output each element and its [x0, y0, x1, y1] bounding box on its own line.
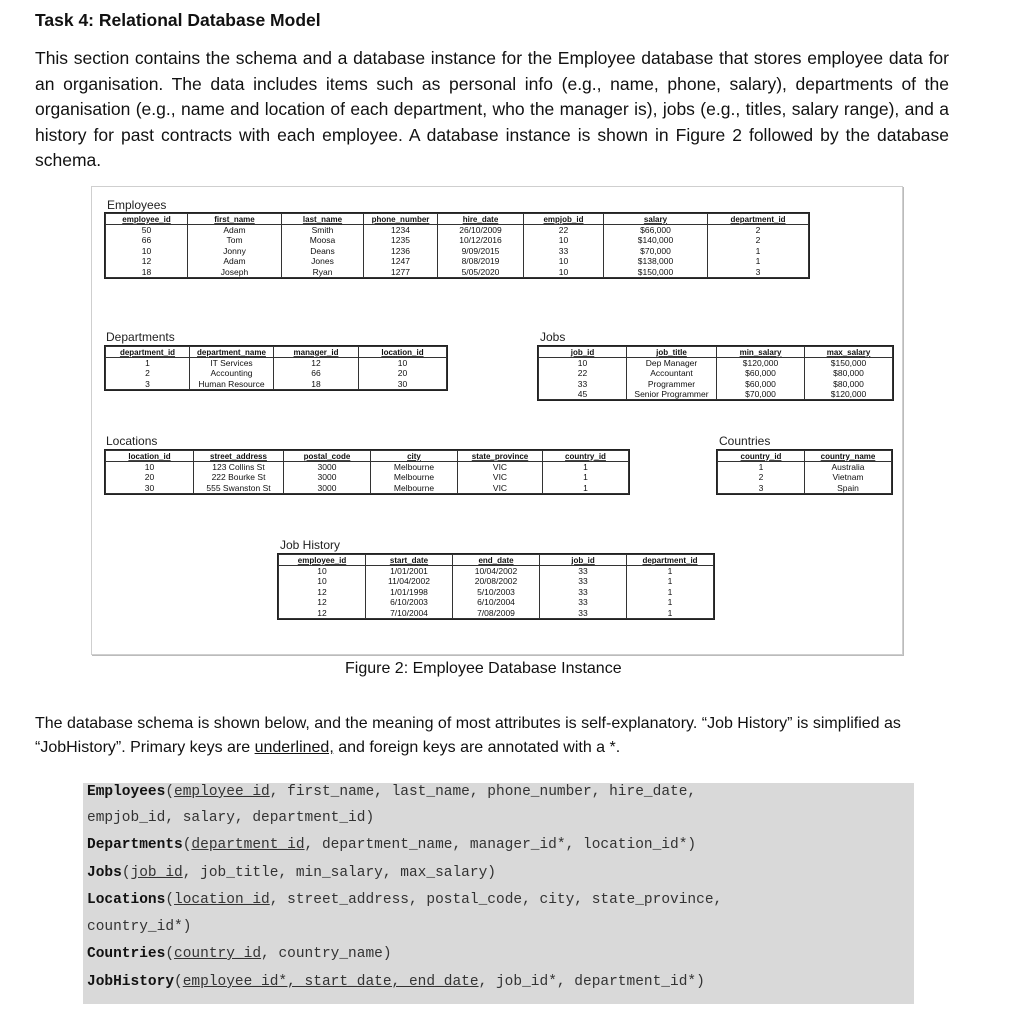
countries-table	[717, 450, 892, 494]
table-cell: 10	[524, 267, 604, 278]
table-header-row	[106, 347, 447, 358]
table-cell: 7/08/2009	[453, 608, 540, 619]
departments-table	[105, 346, 447, 390]
table-cell: 1	[543, 462, 629, 473]
schema-departments: Departments(department_id, department_name, manager_id*, location_id*)	[87, 837, 697, 853]
table-row	[106, 368, 447, 379]
table-row	[718, 472, 892, 483]
table-cell: 10	[524, 256, 604, 267]
table-cell: 10	[106, 462, 194, 473]
table-cell: 1/01/1998	[366, 587, 453, 598]
schema-countries: Countries(country_id, country_name)	[87, 946, 392, 962]
table-cell: 9/09/2015	[438, 246, 524, 257]
table-cell: 10/04/2002	[453, 566, 540, 577]
column-header: country_id	[543, 451, 629, 462]
table-cell: Human Resource	[190, 379, 274, 390]
column-header: department_id	[708, 214, 809, 225]
table-cell: 2	[718, 472, 805, 483]
table-cell: 10	[106, 246, 188, 257]
table-cell: 5/10/2003	[453, 587, 540, 598]
table-cell: IT Services	[190, 358, 274, 369]
table-cell: VIC	[458, 472, 543, 483]
table-row	[106, 462, 629, 473]
table-cell: $150,000	[604, 267, 708, 278]
table-cell: 1277	[364, 267, 438, 278]
table-cell: 22	[539, 368, 627, 379]
table-cell: Jones	[282, 256, 364, 267]
table-cell: VIC	[458, 462, 543, 473]
column-header: employee_id	[279, 555, 366, 566]
job-history-table-label: Job History	[280, 538, 341, 552]
table-cell: Australia	[805, 462, 892, 473]
table-cell: Jonny	[188, 246, 282, 257]
schema-employees-cont: empjob_id, salary, department_id)	[87, 810, 375, 826]
table-header-row	[718, 451, 892, 462]
table-row	[279, 597, 714, 608]
table-cell: 30	[359, 379, 447, 390]
table-cell: 11/04/2002	[366, 576, 453, 587]
table-cell: 50	[106, 225, 188, 236]
table-cell: Moosa	[282, 235, 364, 246]
column-header: last_name	[282, 214, 364, 225]
table-cell: Vietnam	[805, 472, 892, 483]
table-cell: Ryan	[282, 267, 364, 278]
column-header: postal_code	[284, 451, 371, 462]
column-header: hire_date	[438, 214, 524, 225]
table-cell: 123 Collins St	[194, 462, 284, 473]
table-cell: 12	[274, 358, 359, 369]
table-cell: $70,000	[604, 246, 708, 257]
table-cell: 2	[708, 235, 809, 246]
table-cell: 20/08/2002	[453, 576, 540, 587]
employees-table-label: Employees	[107, 198, 167, 212]
table-row	[539, 379, 893, 390]
table-cell: Joseph	[188, 267, 282, 278]
table-cell: 10	[539, 358, 627, 369]
table-cell: 6/10/2004	[453, 597, 540, 608]
table-cell: 3000	[284, 472, 371, 483]
locations-table-label: Locations	[106, 434, 158, 448]
table-cell: 2	[708, 225, 809, 236]
table-cell: 10/12/2016	[438, 235, 524, 246]
table-row	[279, 576, 714, 587]
table-cell: 222 Bourke St	[194, 472, 284, 483]
column-header: department_name	[190, 347, 274, 358]
table-cell: 1	[627, 576, 714, 587]
table-cell: 12	[279, 608, 366, 619]
table-cell: 3000	[284, 483, 371, 494]
column-header: empjob_id	[524, 214, 604, 225]
column-header: state_province	[458, 451, 543, 462]
table-cell: 45	[539, 389, 627, 400]
table-cell: 22	[524, 225, 604, 236]
table-row	[106, 358, 447, 369]
column-header: location_id	[106, 451, 194, 462]
table-cell: $60,000	[717, 379, 805, 390]
table-cell: 1	[718, 462, 805, 473]
table-cell: 33	[540, 587, 627, 598]
schema-locations-cont: country_id*)	[87, 919, 192, 935]
table-cell: 1	[627, 566, 714, 577]
table-cell: 10	[279, 566, 366, 577]
column-header: location_id	[359, 347, 447, 358]
table-cell: $60,000	[717, 368, 805, 379]
table-cell: 3	[708, 267, 809, 278]
column-header: first_name	[188, 214, 282, 225]
table-row	[539, 358, 893, 369]
table-cell: 1	[106, 358, 190, 369]
table-cell: Melbourne	[371, 483, 458, 494]
table-cell: 33	[539, 379, 627, 390]
table-cell: 1/01/2001	[366, 566, 453, 577]
table-row	[106, 483, 629, 494]
table-cell: $138,000	[604, 256, 708, 267]
table-header-row	[106, 451, 629, 462]
column-header: manager_id	[274, 347, 359, 358]
table-cell: 1	[543, 483, 629, 494]
column-header: country_name	[805, 451, 892, 462]
column-header: department_id	[106, 347, 190, 358]
table-cell: Accounting	[190, 368, 274, 379]
table-cell: 33	[540, 576, 627, 587]
jobs-table	[538, 346, 893, 400]
intro-paragraph: This section contains the schema and a database instance for the Employee database that stores employee data for an organisation. The data includes items such as personal info (e.g., name, phone, salary), departments of the organisation (e.g., name and location of each department, who the manager is), jobs (e.g., titles, salary range), and a history for past contracts with each employee. A database instance is shown in Figure 2 followed by the database schema.	[35, 48, 949, 170]
table-cell: VIC	[458, 483, 543, 494]
table-cell: 3	[106, 379, 190, 390]
column-header: phone_number	[364, 214, 438, 225]
column-header: max_salary	[805, 347, 893, 358]
table-cell: $150,000	[805, 358, 893, 369]
table-cell: $70,000	[717, 389, 805, 400]
table-row	[106, 235, 809, 246]
table-cell: 33	[524, 246, 604, 257]
table-cell: $80,000	[805, 368, 893, 379]
table-cell: 10	[524, 235, 604, 246]
employees-table	[105, 213, 809, 278]
table-cell: 1	[627, 608, 714, 619]
table-cell: 33	[540, 597, 627, 608]
table-cell: 1236	[364, 246, 438, 257]
column-header: end_date	[453, 555, 540, 566]
table-row	[106, 246, 809, 257]
table-cell: Accountant	[627, 368, 717, 379]
column-header: country_id	[718, 451, 805, 462]
table-cell: 33	[540, 566, 627, 577]
departments-table-label: Departments	[106, 330, 175, 344]
table-cell: 20	[106, 472, 194, 483]
table-header-row	[106, 214, 809, 225]
table-cell: Spain	[805, 483, 892, 494]
column-header: street_address	[194, 451, 284, 462]
table-cell: 1	[627, 597, 714, 608]
table-cell: Programmer	[627, 379, 717, 390]
schema-jobs: Jobs(job_id, job_title, min_salary, max_salary)	[87, 865, 496, 881]
table-cell: 8/08/2019	[438, 256, 524, 267]
table-row	[718, 462, 892, 473]
table-cell: 30	[106, 483, 194, 494]
schema-box	[83, 783, 914, 1004]
table-cell: 1247	[364, 256, 438, 267]
table-cell: 3000	[284, 462, 371, 473]
table-cell: Dep Manager	[627, 358, 717, 369]
table-cell: 7/10/2004	[366, 608, 453, 619]
schema-employees: Employees(employee_id, first_name, last_name, phone_number, hire_date,	[87, 784, 697, 800]
table-row	[106, 267, 809, 278]
column-header: city	[371, 451, 458, 462]
schema-jobhistory: JobHistory(employee_id*, start_date, end_date, job_id*, department_id*)	[87, 974, 705, 990]
table-cell: 2	[106, 368, 190, 379]
table-row	[106, 225, 809, 236]
table-cell: 6/10/2003	[366, 597, 453, 608]
table-row	[279, 587, 714, 598]
table-cell: 10	[359, 358, 447, 369]
table-cell: Senior Programmer	[627, 389, 717, 400]
table-cell: $120,000	[805, 389, 893, 400]
column-header: job_id	[540, 555, 627, 566]
column-header: start_date	[366, 555, 453, 566]
job-history-table	[278, 554, 714, 619]
table-cell: 10	[279, 576, 366, 587]
table-cell: Adam	[188, 256, 282, 267]
table-cell: $66,000	[604, 225, 708, 236]
table-cell: Deans	[282, 246, 364, 257]
table-cell: $120,000	[717, 358, 805, 369]
table-cell: 12	[279, 587, 366, 598]
table-cell: 18	[106, 267, 188, 278]
table-row	[539, 389, 893, 400]
table-row	[279, 608, 714, 619]
table-cell: 1	[708, 246, 809, 257]
table-cell: Melbourne	[371, 472, 458, 483]
table-cell: 12	[106, 256, 188, 267]
schema-intro: The database schema is shown below, and the meaning of most attributes is self-explanatory. “Job History” is simplified as “JobHistory”. Primary keys are underlined, and foreign keys are annotated with a *.	[35, 715, 901, 756]
table-cell: Melbourne	[371, 462, 458, 473]
table-cell: Adam	[188, 225, 282, 236]
table-cell: 12	[279, 597, 366, 608]
table-row	[539, 368, 893, 379]
table-row	[106, 472, 629, 483]
table-cell: 3	[718, 483, 805, 494]
schema-locations: Locations(location_id, street_address, postal_code, city, state_province,	[87, 892, 723, 908]
column-header: employee_id	[106, 214, 188, 225]
table-cell: 20	[359, 368, 447, 379]
table-row	[279, 566, 714, 577]
column-header: salary	[604, 214, 708, 225]
table-header-row	[279, 555, 714, 566]
countries-table-label: Countries	[719, 434, 771, 448]
table-cell: 66	[106, 235, 188, 246]
table-cell: 1	[708, 256, 809, 267]
table-cell: 1	[627, 587, 714, 598]
table-row	[718, 483, 892, 494]
column-header: job_id	[539, 347, 627, 358]
table-cell: Tom	[188, 235, 282, 246]
table-cell: 18	[274, 379, 359, 390]
table-cell: $80,000	[805, 379, 893, 390]
jobs-table-label: Jobs	[540, 330, 566, 344]
table-row	[106, 379, 447, 390]
table-cell: 1234	[364, 225, 438, 236]
figure-caption: Figure 2: Employee Database Instance	[345, 660, 622, 677]
table-cell: 555 Swanston St	[194, 483, 284, 494]
table-row	[106, 256, 809, 267]
column-header: department_id	[627, 555, 714, 566]
table-cell: $140,000	[604, 235, 708, 246]
table-cell: 33	[540, 608, 627, 619]
table-cell: 1235	[364, 235, 438, 246]
column-header: job_title	[627, 347, 717, 358]
task-title: Task 4: Relational Database Model	[35, 10, 321, 30]
table-cell: 66	[274, 368, 359, 379]
column-header: min_salary	[717, 347, 805, 358]
table-header-row	[539, 347, 893, 358]
table-cell: 26/10/2009	[438, 225, 524, 236]
table-cell: Smith	[282, 225, 364, 236]
table-cell: 1	[543, 472, 629, 483]
table-cell: 5/05/2020	[438, 267, 524, 278]
locations-table	[105, 450, 629, 494]
